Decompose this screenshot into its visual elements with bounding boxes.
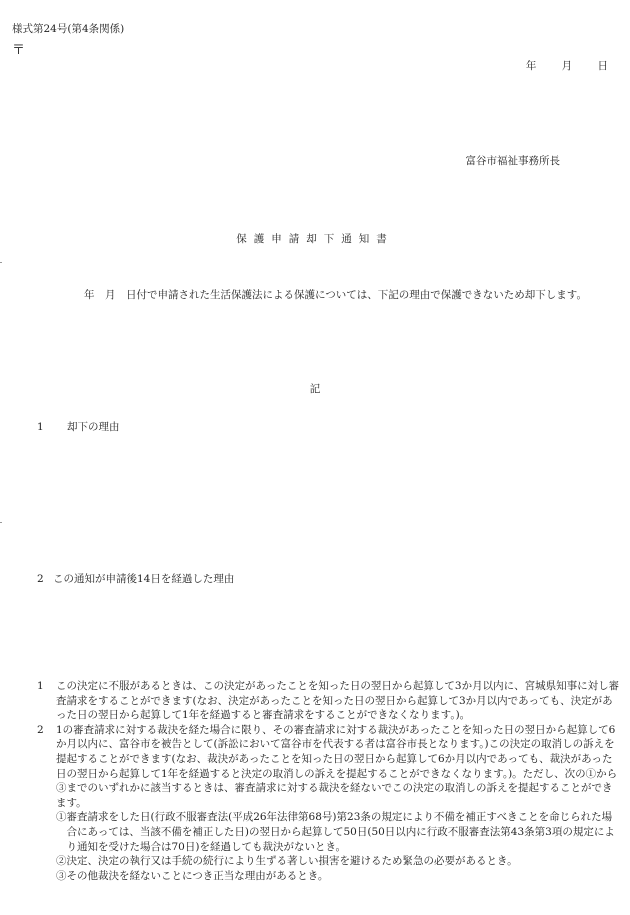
date-month: 月 xyxy=(561,60,573,72)
postal-mark: 〒 xyxy=(12,43,26,58)
note-body xyxy=(56,723,622,884)
item-rejection-reason xyxy=(37,419,120,434)
sub-note-1: ①審査請求をした日(行政不服審査法(平成26年法律第68号)第23条の規定により不備を補正すべきことを命じられた場合にあっては、当該不備を補正した日)の翌日から起算して50日(50日以内に行政不服審査法第43条第3項の規定により通知を受けた場合は70日)を経過しても裁決がないとき。 xyxy=(56,811,615,853)
note-number: 2 xyxy=(37,723,44,736)
body-text: 年 月 日付で申請された生活保護法による保護については、下記の理由で保護できないため却下します。 xyxy=(84,289,587,301)
sub-note-2: ②決定、決定の執行又は手続の続行により生ずる著しい損害を避けるため緊急の必要があるとき。 xyxy=(56,855,518,868)
appeal-notes xyxy=(37,679,622,883)
ki-heading: 記 xyxy=(309,383,321,395)
item-label: この通知が申請後14日を経過した理由 xyxy=(53,573,235,585)
document-title: 保護申請却下通知書 xyxy=(236,233,394,245)
item-number: 1 xyxy=(37,421,44,433)
edge-mark xyxy=(0,262,2,263)
edge-mark xyxy=(0,522,2,523)
note-item xyxy=(37,679,622,723)
sub-note-3: ③その他裁決を経ないことにつき正当な理由があるとき。 xyxy=(56,869,329,882)
date-year: 年 xyxy=(525,60,537,72)
note-number: 1 xyxy=(37,680,44,692)
item-delay-reason xyxy=(37,571,234,586)
issuer-name: 富谷市福祉事務所長 xyxy=(465,155,560,167)
note-text: 1の審査請求に対する裁決を経た場合に限り、その審査請求に対する裁決があったことを知った日の翌日から起算して6か月以内に、富谷市を被告として(訴訟において富谷市を代表する者は富谷市長となります。)この決定の取消しの訴えを提起することができます(なお、裁決があったことを知った日の翌日から起算して6か月以内であっても、裁決があった日の翌日から起算して1年を経過すると決定の取消しの訴えを提起することができなくなります。)。ただし、次の①から③までのいずれかに該当するときは、審査請求に対する裁決を経ないでこの決定の取消しの訴えを提起することができます。 xyxy=(56,723,618,809)
note-text: この決定に不服があるときは、この決定があったことを知った日の翌日から起算して3か月以内に、宮城県知事に対し審査請求をすることができます(なお、決定があったことを知った日の翌日から起算して3か月以内であっても、決定があった日の翌日から起算して1年を経過すると審査請求をすることができなくなります。)。 xyxy=(56,680,620,722)
date-line xyxy=(526,58,608,73)
item-number: 2 xyxy=(37,573,44,585)
date-day: 日 xyxy=(597,60,608,72)
item-label: 却下の理由 xyxy=(67,421,120,433)
note-item xyxy=(37,723,622,884)
form-number: 様式第24号(第4条関係) xyxy=(12,23,125,35)
